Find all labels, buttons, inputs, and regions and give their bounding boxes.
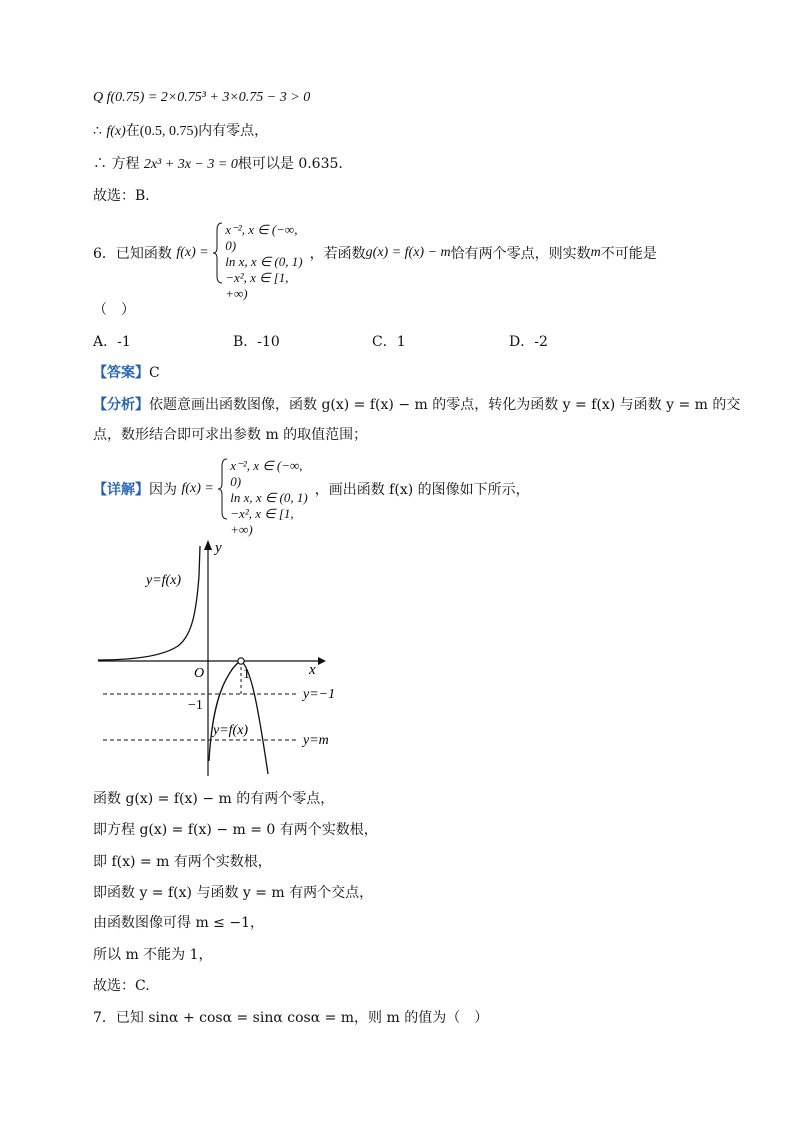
step-5: 由函数图像可得 m ≤ −1， xyxy=(93,915,264,931)
detail-because: 因为 xyxy=(149,482,177,498)
brace-icon xyxy=(218,458,228,520)
q6-gx: g(x) = f(x) − m xyxy=(365,245,451,260)
x-axis-arrow-icon xyxy=(318,657,326,665)
analysis-line-1 xyxy=(93,395,740,415)
tick-neg1-label: −1 xyxy=(188,698,203,713)
tick-1-label: 1 xyxy=(243,667,250,682)
step-3: 即 f(x) = m 有两个实数根， xyxy=(93,854,272,870)
y-minus-1-label: y=−1 xyxy=(303,687,336,702)
analysis-tag: 【分析】 xyxy=(93,397,149,413)
therefore-symbol: ∴ xyxy=(93,123,107,139)
y-axis-arrow-icon xyxy=(204,540,212,550)
step-1: 函数 g(x) = f(x) − m 的有两个零点， xyxy=(93,791,335,807)
q6-lead: 6．已知函数 xyxy=(93,246,172,262)
step-4: 即函数 y = f(x) 与函数 y = m 有两个交点， xyxy=(93,885,374,901)
answer-line xyxy=(93,363,160,383)
q6-piece-1: x⁻², x ∈ (−∞, 0) xyxy=(225,222,298,253)
y-m-label: y=m xyxy=(303,733,329,748)
brace-icon xyxy=(213,222,223,284)
detail-line xyxy=(93,458,733,537)
zero-interval-line xyxy=(93,121,268,142)
detail-tail: ，画出函数 f(x) 的图像如下所示， xyxy=(314,482,530,498)
q6-fx: f(x) = xyxy=(176,245,209,260)
open-point-icon xyxy=(238,658,244,664)
q6-options xyxy=(93,332,693,352)
detail-piecewise xyxy=(218,458,310,537)
step-2: 即方程 g(x) = f(x) − m = 0 有两个实数根， xyxy=(93,822,378,838)
detail-piece-3: −x², x ∈ [1, +∞) xyxy=(230,506,294,537)
analysis-text-1: 依题意画出函数图像，函数 g(x) = f(x) − m 的零点，转化为函数 y = f(x) 与函数 y = m 的交 xyxy=(149,397,741,413)
answer-tag: 【答案】 xyxy=(93,365,149,381)
analysis-line-2: 点，数形结合即可求出参数 m 的取值范围； xyxy=(93,427,368,443)
answer-value: C xyxy=(149,365,160,381)
calc-line: Q f(0.75) = 2×0.75³ + 3×0.75 − 3 > 0 xyxy=(93,90,311,105)
option-c: C．1 xyxy=(372,334,406,350)
has-zero-text: 内有零点， xyxy=(198,123,269,139)
upper-curve-label: y=f(x) xyxy=(146,573,182,588)
interval-math: (0.5, 0.75) xyxy=(139,124,199,139)
q6-tail-2: 恰有两个零点，则实数 xyxy=(450,246,591,262)
question-6 xyxy=(93,222,733,301)
q6-tail-3: 不可能是 xyxy=(600,246,657,262)
q6-m: m xyxy=(590,245,601,260)
function-graph xyxy=(93,536,353,778)
curve-ln-x xyxy=(209,661,241,761)
q6-paren: （ ） xyxy=(93,302,135,318)
detail-piece-1: x⁻², x ∈ (−∞, 0) xyxy=(230,458,303,489)
lower-curve-label: y=f(x) xyxy=(213,723,249,738)
step-7: 故选：C. xyxy=(93,978,150,994)
fx-math: f(x) xyxy=(106,124,126,139)
choose-b-line: 故选：B． xyxy=(93,188,160,204)
q6-tail-1: ，若函数 xyxy=(309,246,366,262)
question-7: 7．已知 sinα + cosα = sinα cosα = m，则 m 的值为（ ） xyxy=(93,1010,489,1026)
equation-root-line xyxy=(93,154,343,175)
y-axis-label: y xyxy=(215,540,222,556)
therefore-equation-text: ∴ 方程 xyxy=(93,156,144,172)
root-value-text: 根可以是 0.635. xyxy=(237,156,343,172)
option-b: B．-10 xyxy=(233,334,280,350)
option-d: D．-2 xyxy=(509,334,548,350)
q6-piece-2: ln x, x ∈ (0, 1) xyxy=(225,254,303,269)
q6-piece-3: −x², x ∈ [1, +∞) xyxy=(225,270,289,301)
curve-x-neg2 xyxy=(98,546,200,660)
step-6: 所以 m 不能为 1， xyxy=(93,947,213,963)
origin-label: O xyxy=(194,666,205,681)
detail-tag: 【详解】 xyxy=(93,482,149,498)
option-a: A．-1 xyxy=(93,334,131,350)
cubic-equation-math: 2x³ + 3x − 3 = 0 xyxy=(143,157,238,172)
x-axis-label: x xyxy=(309,662,316,678)
in-text: 在 xyxy=(125,123,140,139)
detail-fx: f(x) = xyxy=(181,481,214,496)
q6-piecewise xyxy=(213,222,305,301)
detail-piece-2: ln x, x ∈ (0, 1) xyxy=(230,490,308,505)
